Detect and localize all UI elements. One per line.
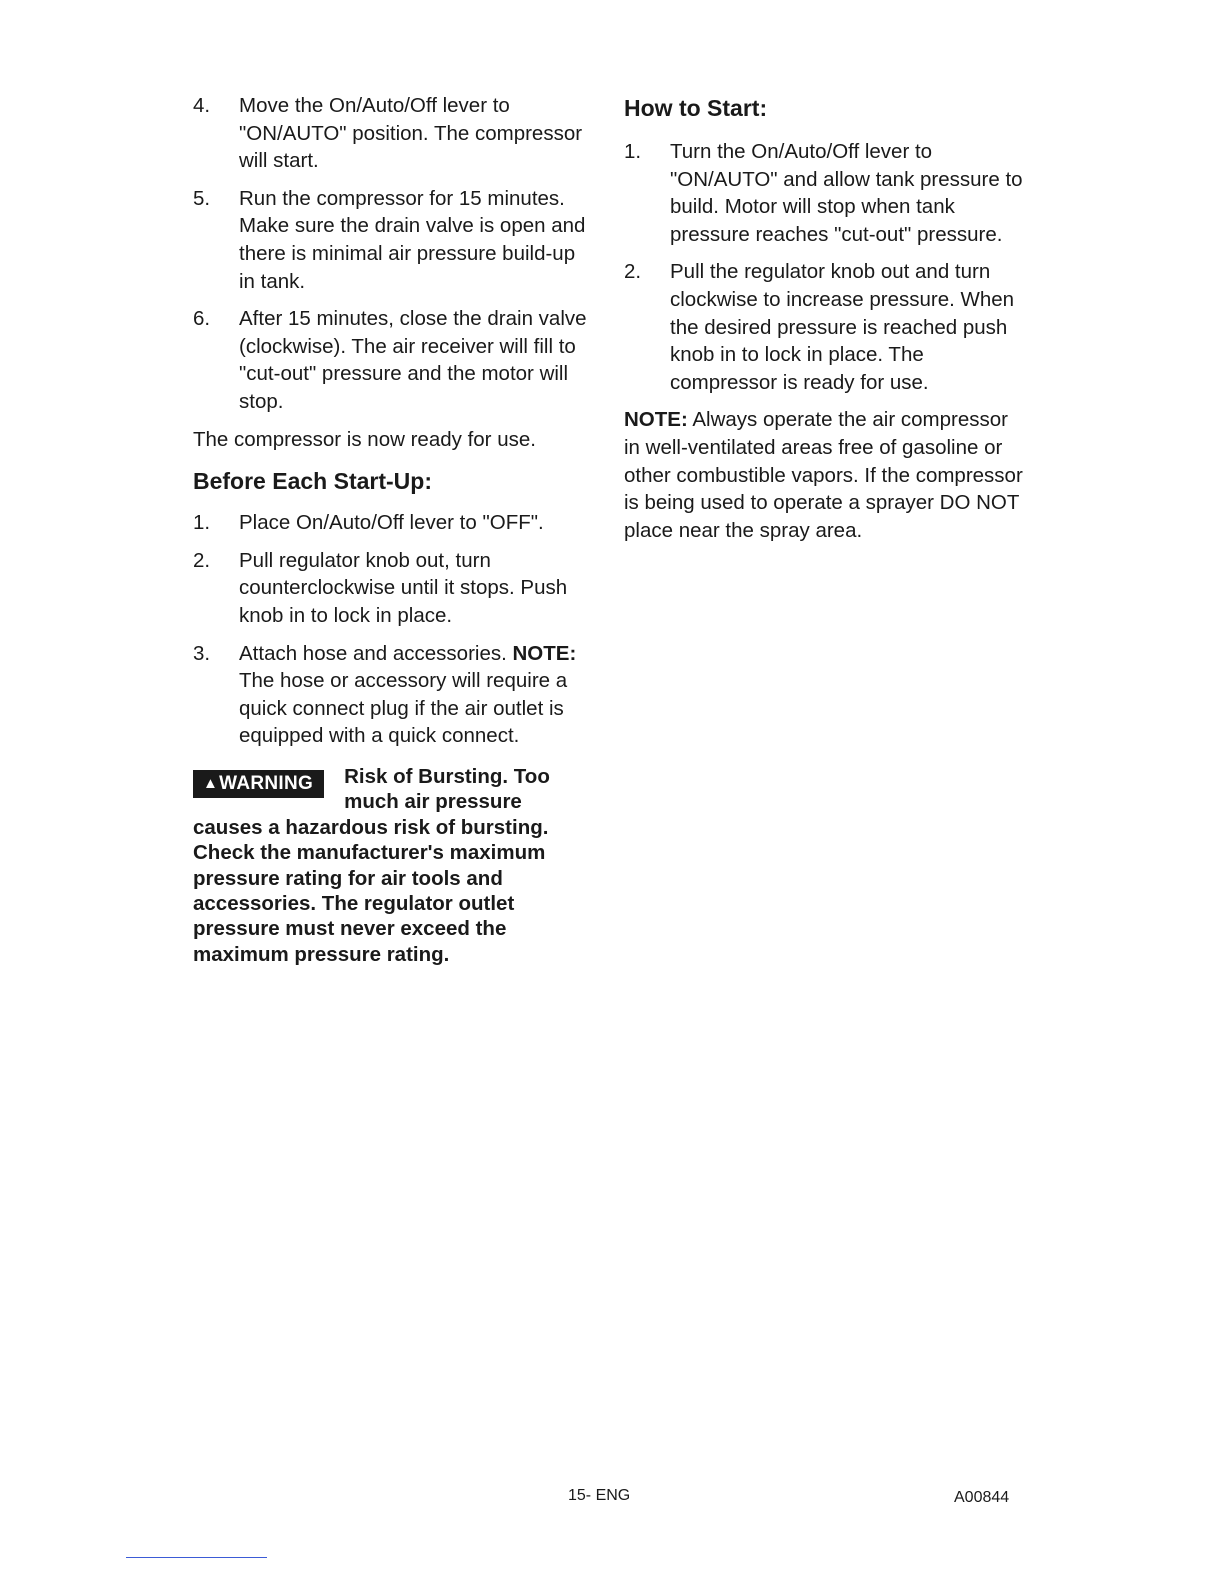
warning-triangle-icon: ▲ bbox=[203, 774, 219, 792]
page-number: 15- ENG bbox=[568, 1487, 631, 1504]
bottom-divider bbox=[126, 1557, 267, 1558]
item-number: 5. bbox=[193, 186, 211, 210]
note-label: NOTE: bbox=[512, 641, 577, 665]
document-code: A00844 bbox=[954, 1489, 1010, 1506]
list-item bbox=[193, 547, 593, 630]
item-text: Turn the On/Auto/Off lever to "ON/AUTO" and allow tank pressure to build. Motor will stop when tank pressure reaches "cut-out" pressure. bbox=[670, 140, 1023, 246]
item-text: Pull the regulator knob out and turn clockwise to increase pressure. When the desired pressure is reached push knob in to lock in place. The compressor is ready for use. bbox=[670, 260, 1015, 394]
list-item bbox=[193, 509, 593, 537]
right-column bbox=[624, 92, 1024, 552]
list-item bbox=[624, 138, 1024, 248]
ready-text: The compressor is now ready for use. bbox=[193, 427, 536, 451]
how-to-start-heading: How to Start: bbox=[624, 95, 768, 121]
item-text: After 15 minutes, close the drain valve (clockwise). The air receiver will fill to "cut-out" pressure and the motor will stop. bbox=[239, 307, 587, 413]
item-text: Move the On/Auto/Off lever to "ON/AUTO" position. The compressor will start. bbox=[239, 94, 583, 173]
item-number: 2. bbox=[624, 260, 642, 284]
item-number: 6. bbox=[193, 307, 211, 331]
item-text: Attach hose and accessories. bbox=[239, 641, 507, 665]
list-item bbox=[193, 640, 593, 750]
item-number: 1. bbox=[624, 140, 642, 163]
item-text: Place On/Auto/Off lever to "OFF". bbox=[239, 511, 544, 535]
item-number: 4. bbox=[193, 94, 211, 117]
note-text: Always operate the air compressor in well-ventilated areas free of gasoline or other combustible vapors. If the compressor is being used to operate a sprayer DO NOT place near the spray area. bbox=[624, 408, 1023, 542]
warning-badge bbox=[193, 770, 324, 798]
note-paragraph bbox=[624, 406, 1024, 544]
list-item bbox=[193, 92, 593, 175]
note-label: NOTE: bbox=[624, 408, 688, 432]
left-column bbox=[193, 92, 593, 967]
warning-block bbox=[193, 764, 593, 967]
list-item bbox=[193, 305, 593, 415]
note-text: The hose or accessory will require a quick connect plug if the air outlet is equipped with a quick connect. bbox=[239, 669, 568, 748]
item-number: 3. bbox=[193, 641, 211, 665]
item-text: Pull regulator knob out, turn counterclockwise until it stops. Push knob in to lock in place. bbox=[239, 548, 568, 627]
item-number: 2. bbox=[193, 548, 211, 572]
item-text: Run the compressor for 15 minutes. Make sure the drain valve is open and there is minimal air pressure build-up in tank. bbox=[239, 186, 586, 293]
warning-badge-label: WARNING bbox=[219, 772, 314, 794]
warning-text: Risk of Bursting. Too much air pressure causes a hazardous risk of bursting. Check the manufacturer's maximum pressure rating for air tools and accessories. The regulator outlet pressure must never exceed the maximum pressure rating. bbox=[193, 764, 550, 966]
list-item bbox=[193, 185, 593, 295]
before-start-heading: Before Each Start-Up: bbox=[193, 468, 432, 495]
item-number: 1. bbox=[193, 511, 211, 535]
list-item bbox=[624, 258, 1024, 396]
